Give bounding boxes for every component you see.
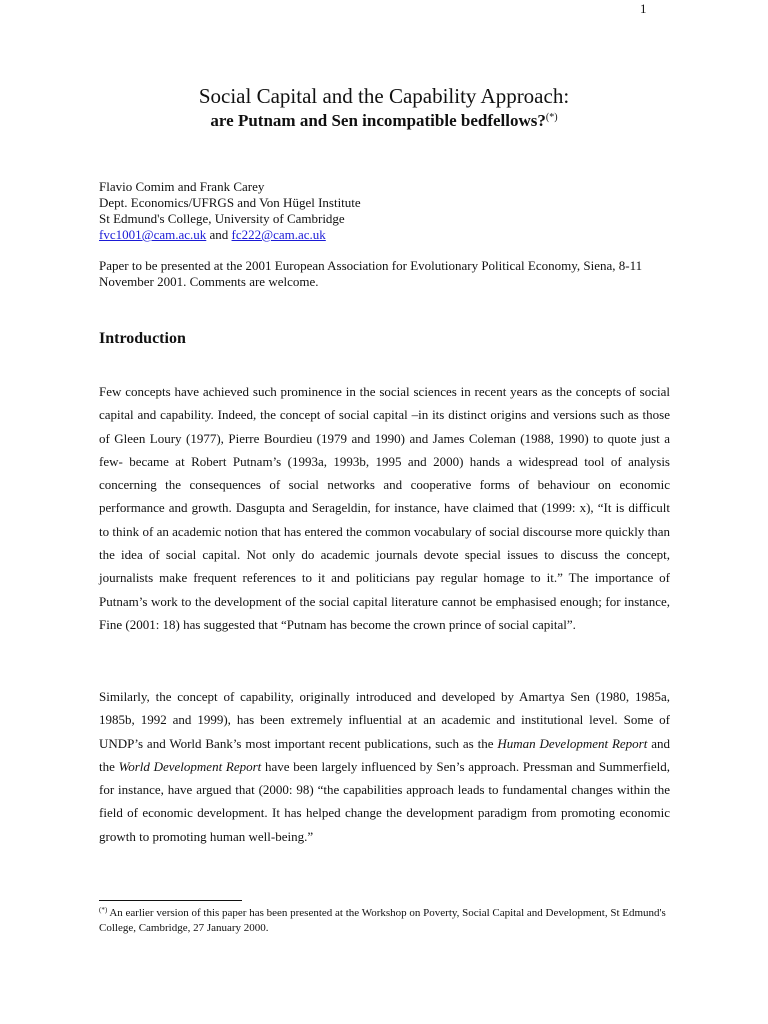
introduction-paragraph-2 [99, 685, 670, 848]
footnote-mark: (*) [99, 906, 108, 914]
footnote-divider [99, 900, 242, 901]
paragraph-2-text-b: and the [99, 735, 670, 774]
world-development-report-title: World Development Report [118, 758, 262, 774]
introduction-paragraph-1: Few concepts have achieved such prominence in the social sciences in recent years as the concepts of social capital and capability. Indeed, the concept of social capital –in its distinct origins and versions such as those of Gleen Loury (1977), Pierre Bourdieu (1979 and 1990) and James Coleman (1988, 1990) to quote just a few- became at Robert Putnam’s (1993a, 1993b, 1995 and 2000) hands a widespread tool of analysis concerning the consequences of social networks and cooperative forms of behaviour on economic performance and growth. Dasgupta and Serageldin, for instance, have claimed that (1999: x), “It is difficult to think of an academic notion that has entered the common vocabulary of social discourse more quickly than the idea of social capital. Not only do academic journals devote special issues to discuss the concept, journalists make frequent references to it and politicians pay regular homage to it.” The importance of Putnam’s work to the development of the social capital literature cannot be emphasised enough; for instance, Fine (2001: 18) has suggested that “Putnam has become the crown prince of social capital”. [99, 384, 670, 632]
section-heading-introduction: Introduction [99, 330, 186, 347]
footnote-text: An earlier version of this paper has been presented at the Workshop on Poverty, Social Capital and Development, St Edmund's College, Cambridge, 27 January 2000. [99, 907, 666, 934]
paragraph-2-text-a: Similarly, the concept of capability, originally introduced and developed by Amartya Sen (1980, 1985a, 1985b, 1992 and 1999), has been extremely influential at an academic and institutional level. Some of UNDP’s and World Bank’s most important recent publications, such as the [99, 689, 670, 751]
subtitle-text: are Putnam and Sen incompatible bedfellows? [210, 111, 546, 130]
email-link-comim[interactable]: fvc1001@cam.ac.uk [99, 227, 207, 242]
author-block [99, 179, 679, 243]
author-emails [99, 227, 679, 243]
author-names: Flavio Comim and Frank Carey [99, 179, 265, 194]
paper-subtitle [0, 108, 768, 131]
email-joiner: and [206, 227, 232, 242]
footnote [99, 903, 670, 936]
presentation-note: Paper to be presented at the 2001 European Association for Evolutionary Political Economy, Siena, 8-11 November 2001. Comments are welcome. [99, 258, 643, 289]
email-link-carey[interactable]: fc222@cam.ac.uk [231, 227, 326, 242]
paper-title: Social Capital and the Capability Approach: [198, 84, 570, 108]
subtitle-footnote-mark: (*) [545, 112, 558, 123]
affiliation-college: St Edmund's College, University of Cambridge [99, 211, 345, 226]
page-number: 1 [640, 1, 647, 16]
human-development-report-title: Human Development Report [497, 735, 648, 751]
affiliation-department: Dept. Economics/UFRGS and Von Hügel Institute [99, 195, 361, 210]
paragraph-2-text-c: have been largely influenced by Sen’s approach. Pressman and Summerfield, for instance, have argued that (2000: 98) “the capabilities approach leads to fundamental changes within the field of economic development. It has helped change the development paradigm from promoting economic growth to promoting human well-being.” [99, 758, 670, 844]
